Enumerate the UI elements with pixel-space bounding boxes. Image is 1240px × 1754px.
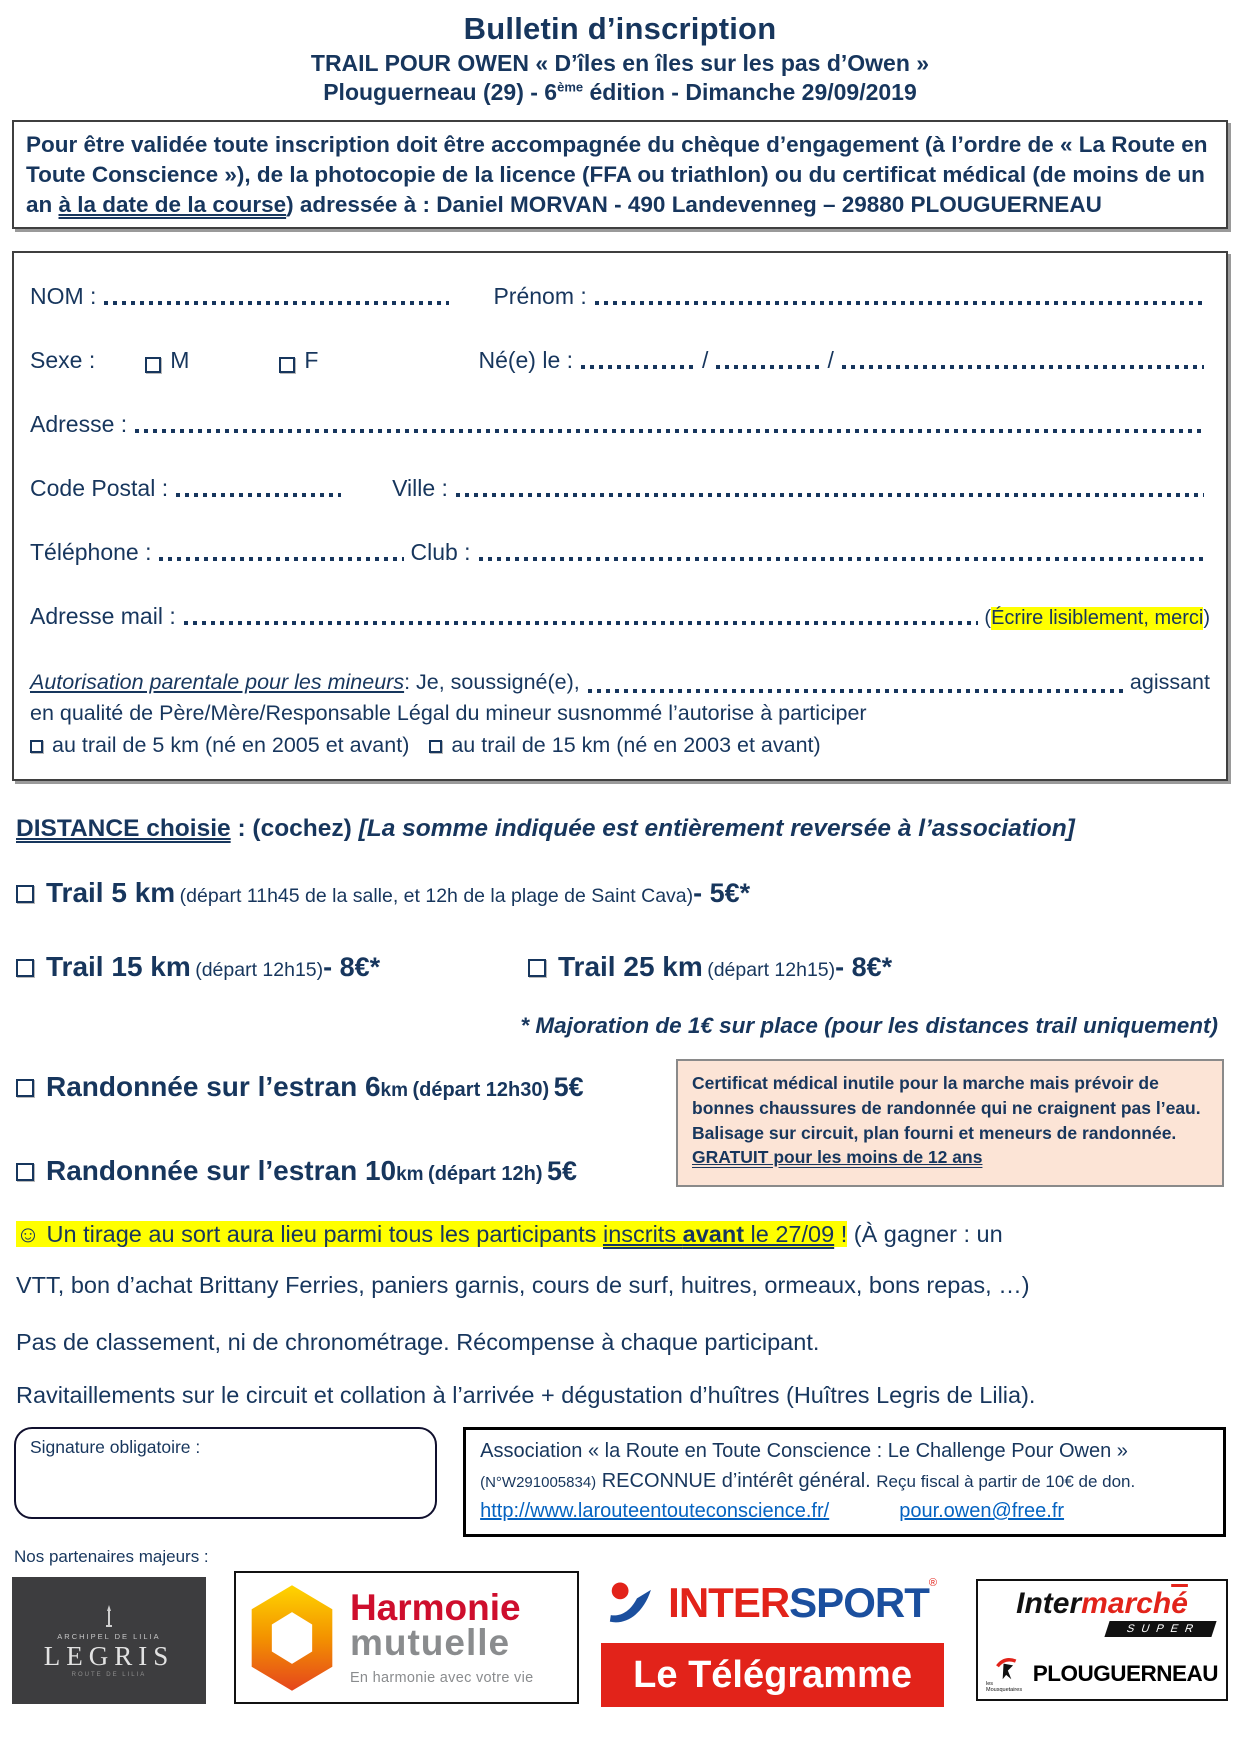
refreshments-paragraph: Ravitaillements sur le circuit et collation à l’arrivée + dégustation d’huîtres (Huîtres Legris de Lilia).	[16, 1382, 1036, 1409]
sexe-f-label: F	[304, 347, 319, 374]
date-line-post: édition - Dimanche 29/09/2019	[583, 78, 917, 105]
lottery-after: (À gagner : un	[847, 1220, 1003, 1247]
mousquetaires-caption: les Mousquetaires	[986, 1681, 1023, 1694]
intersport-logo	[601, 1571, 944, 1635]
intermarche-marche: march	[1081, 1587, 1172, 1621]
intersport-inter: INTER	[668, 1579, 790, 1627]
hexagon-icon	[244, 1582, 340, 1694]
checkbox-rando-6km[interactable]	[16, 1079, 34, 1097]
rando-10km-km: km	[396, 1163, 424, 1185]
mousquetaires-icon	[994, 1655, 1020, 1681]
legris-name: LEGRIS	[43, 1641, 175, 1672]
postal-city-row	[30, 475, 1210, 502]
sexe-label: Sexe :	[30, 347, 96, 374]
association-recognized: RECONNUE d’intérêt général.	[596, 1470, 877, 1493]
address-row	[30, 411, 1210, 438]
lottery-date: le 27/09	[744, 1220, 835, 1247]
nom-dotted-line	[104, 301, 449, 305]
rando-options	[16, 1059, 676, 1187]
phone-club-row	[30, 539, 1210, 566]
rando-10km-label: Randonnée sur l’estran 10	[46, 1154, 397, 1186]
name-row	[30, 283, 1210, 310]
rando-10km-price: 5€	[546, 1155, 577, 1186]
rando-10km-detail: (départ 12h)	[428, 1162, 543, 1185]
club-dotted-line	[479, 557, 1204, 561]
trail-15km-label: Trail 15 km	[46, 950, 191, 982]
page-title: Bulletin d’inscription	[463, 11, 777, 46]
partner-logos	[12, 1571, 1228, 1707]
option-trail-15km	[16, 951, 528, 983]
trail-25km-label: Trail 25 km	[558, 950, 703, 982]
option-rando-6km	[16, 1071, 676, 1103]
intersport-swoosh-icon	[608, 1580, 664, 1626]
association-website-link[interactable]: http://www.larouteentouteconscience.fr/	[480, 1500, 830, 1523]
intermarche-super-banner: SUPER	[1104, 1621, 1216, 1637]
birth-day-dotted	[581, 365, 696, 369]
association-name: Association « la Route en Toute Conscience : Le Challenge Pour Owen »	[480, 1440, 1128, 1463]
cert-note-text: Certificat médical inutile pour la marche mais prévoir de bonnes chaussures de randonnée qui ne craignent pas l’eau. Balisage sur circuit, plan fourni et meneurs de randonnée.	[692, 1072, 1201, 1143]
association-links	[480, 1496, 1209, 1526]
mail-label: Adresse mail :	[30, 603, 176, 630]
date-line-pre: Plouguerneau (29) - 6	[323, 78, 558, 105]
birth-month-dotted	[716, 365, 821, 369]
signature-box[interactable]	[14, 1427, 437, 1519]
option-row-15-25	[16, 951, 1224, 983]
rando-6km-label: Randonnée sur l’estran 6	[46, 1070, 381, 1102]
sexe-m-label: M	[170, 347, 190, 374]
lighthouse-icon	[102, 1603, 116, 1629]
telephone-dotted	[159, 557, 404, 561]
rando-6km-km: km	[380, 1079, 409, 1101]
harmonie-mutuelle-logo	[234, 1571, 579, 1704]
notice-text-1: Pour être validée toute inscription doit être accompagnée du chèque d’engagement (à l’ordre de « La Route en Toute Conscience »), de la photocopie de la licence (FFA ou triathlon) ou du certificat médical (de moins de un an	[26, 132, 1208, 217]
checkbox-trail-15km[interactable]	[16, 959, 34, 977]
code-postal-label: Code Postal :	[30, 475, 169, 502]
intersport-telegramme-block	[601, 1571, 944, 1707]
lottery-highlight	[16, 1221, 847, 1247]
harmonie-tagline: En harmonie avec votre vie	[349, 1670, 534, 1687]
bottom-boxes	[14, 1427, 1226, 1537]
date-separator: /	[702, 347, 709, 374]
distance-heading	[16, 815, 1224, 843]
telephone-label: Téléphone :	[30, 539, 152, 566]
intermarche-logo	[976, 1579, 1228, 1701]
harmonie-name-1: Harmonie	[349, 1586, 521, 1628]
rando-6km-price: 5€	[553, 1071, 584, 1102]
signature-label: Signature obligatoire :	[30, 1437, 201, 1458]
lottery-avant: avant	[682, 1220, 745, 1247]
trail-25km-detail: (départ 12h15)	[707, 958, 836, 981]
lottery-inscrits: inscrits	[602, 1220, 683, 1247]
intermarche-wordmark	[986, 1589, 1218, 1619]
harmonie-name-2: mutuelle	[349, 1621, 511, 1663]
intersport-sport: SPORT	[789, 1579, 929, 1627]
association-box	[463, 1427, 1226, 1537]
adresse-label: Adresse :	[30, 411, 128, 438]
authorization-dotted	[588, 689, 1124, 693]
rando-6km-detail: (départ 12h30)	[412, 1078, 550, 1101]
checkbox-minor-trail-5km[interactable]	[30, 740, 43, 753]
authorization-options	[30, 730, 1210, 761]
date-line-sup: ème	[557, 78, 584, 94]
telegramme-logo	[601, 1643, 944, 1707]
association-legal-line	[480, 1466, 1209, 1496]
authorization-line-2: en qualité de Père/Mère/Responsable Légal du mineur susnommé l’autorise à participer	[30, 701, 867, 726]
minor-trail-15km-label: au trail de 15 km (né en 2003 et avant)	[451, 732, 821, 757]
checkbox-minor-trail-15km[interactable]	[429, 740, 442, 753]
cert-note-underlined: GRATUIT pour les moins de 12 ans	[692, 1147, 983, 1168]
distance-heading-note: [La somme indiquée est entièrement reversée à l’association]	[358, 814, 1075, 842]
prenom-label: Prénom :	[493, 283, 587, 310]
ville-dotted-line	[456, 493, 1204, 497]
checkbox-sexe-f[interactable]	[279, 357, 295, 373]
header	[12, 10, 1228, 106]
intermarche-e-bar: $\overline{é}$	[1171, 1587, 1188, 1621]
authorization-line-1	[30, 667, 1210, 698]
checkbox-trail-25km[interactable]	[528, 959, 546, 977]
majoration-note: * Majoration de 1€ sur place (pour les distances trail uniquement)	[520, 1012, 1218, 1038]
authorization-mid: : Je, soussigné(e),	[404, 670, 580, 695]
mail-note-open: (	[984, 607, 992, 630]
distance-heading-mid: : (cochez)	[230, 814, 359, 842]
birthdate-label: Né(e) le :	[478, 347, 574, 374]
trail-15km-detail: (départ 12h15)	[195, 958, 324, 981]
adresse-dotted-line	[135, 429, 1204, 433]
rando-section	[16, 1059, 1224, 1187]
lottery-exclaim: !	[834, 1220, 848, 1247]
legris-logo	[12, 1577, 206, 1704]
lottery-prizes-line: VTT, bon d’achat Brittany Ferries, paniers garnis, cours de surf, huitres, ormeaux, bons repas, …)	[16, 1272, 1030, 1299]
code-postal-dotted	[176, 493, 341, 497]
minor-trail-5km-label: au trail de 5 km (né en 2005 et avant)	[52, 732, 410, 757]
mousquetaires-block	[986, 1655, 1029, 1693]
email-row	[30, 603, 1210, 630]
birth-year-dotted	[842, 365, 1204, 369]
intermarche-bottom-row	[986, 1655, 1218, 1693]
personal-info-box	[12, 251, 1228, 781]
nom-label: NOM :	[30, 283, 97, 310]
trail-25km-price: - 8€*	[835, 951, 893, 982]
authorization-title: Autorisation parentale pour les mineurs	[30, 670, 405, 695]
checkbox-rando-10km[interactable]	[16, 1163, 34, 1181]
association-email-link[interactable]: pour.owen@free.fr	[899, 1500, 1065, 1523]
option-trail-5km	[16, 877, 1224, 909]
trail-5km-detail: (départ 11h45 de la salle, et 12h de la plage de Saint Cava)	[179, 884, 694, 907]
parental-authorization	[30, 667, 1210, 761]
sex-birth-row	[30, 347, 1210, 374]
intermarche-city: PLOUGUERNEAU	[1032, 1661, 1218, 1687]
option-rando-10km	[16, 1155, 676, 1187]
lottery-text: ☺ Un tirage au sort aura lieu parmi tous les participants	[16, 1220, 603, 1247]
mail-note-close: )	[1203, 607, 1210, 630]
validation-notice-box	[12, 120, 1228, 229]
legris-archipel-text: ARCHIPEL DE LILIA	[57, 1632, 161, 1642]
telegramme-name: Le Télégramme	[633, 1653, 912, 1696]
no-ranking-paragraph: Pas de classement, ni de chronométrage. Récompense à chaque participant.	[16, 1329, 820, 1356]
trail-5km-label: Trail 5 km	[46, 876, 176, 908]
intermarche-inter: Inter	[1016, 1587, 1082, 1621]
notice-text-2: ) adressée à : Daniel MORVAN - 490 Landevenneg – 29880 PLOUGUERNEAU	[286, 191, 1102, 217]
event-subtitle: TRAIL POUR OWEN « D’îles en îles sur les pas d’Owen »	[310, 49, 930, 76]
lottery-paragraph	[16, 1217, 1224, 1304]
intersport-reg-mark: ®	[928, 1577, 937, 1590]
event-date-line	[12, 78, 1228, 107]
checkbox-trail-5km[interactable]	[16, 885, 34, 903]
checkbox-sexe-m[interactable]	[145, 357, 161, 373]
option-trail-25km	[528, 951, 892, 983]
legris-subtext: ROUTE DE LILIA	[71, 1672, 147, 1679]
association-fiscal: Reçu fiscal à partir de 10€ de don.	[876, 1472, 1136, 1492]
notice-underlined: à la date de la course	[58, 191, 287, 217]
distance-heading-title: DISTANCE choisie	[16, 814, 231, 842]
trail-15km-price: - 8€*	[323, 951, 381, 982]
mail-note-highlight: Écrire lisiblement, merci	[991, 607, 1204, 630]
medical-certificate-note	[676, 1059, 1224, 1187]
club-label: Club :	[410, 539, 471, 566]
harmonie-text	[349, 1586, 534, 1687]
mail-dotted-line	[184, 621, 979, 625]
prenom-dotted-line	[595, 301, 1204, 305]
partners-label: Nos partenaires majeurs :	[14, 1547, 209, 1567]
association-registration: (N°W291005834)	[480, 1474, 597, 1492]
date-separator: /	[827, 347, 834, 374]
authorization-tail: agissant	[1129, 670, 1210, 695]
trail-5km-price: - 5€*	[693, 877, 751, 908]
intermarche-wordmark-block	[986, 1589, 1218, 1637]
ville-label: Ville :	[392, 475, 448, 502]
